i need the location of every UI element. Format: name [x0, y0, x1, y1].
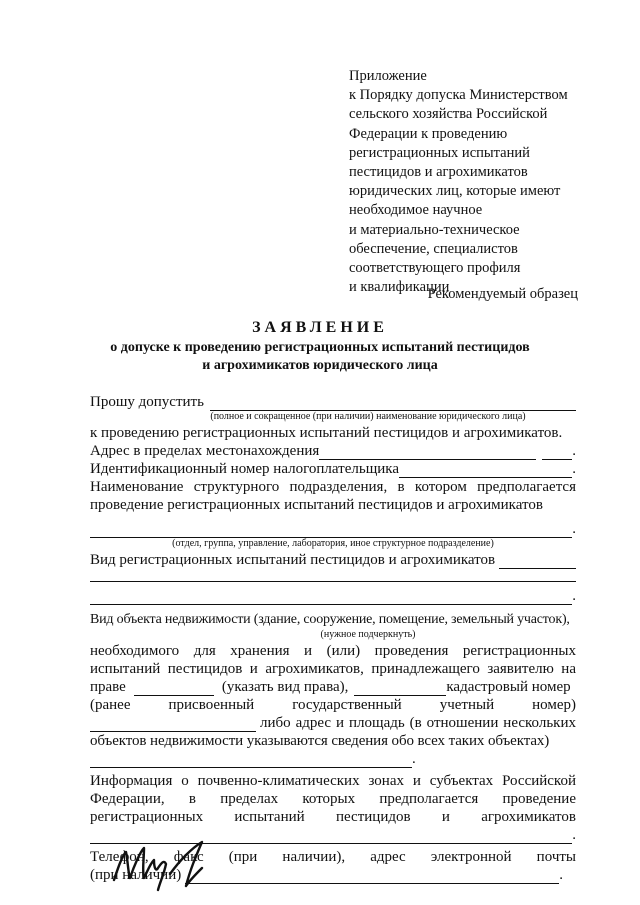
subtitle-line-2: и агрохимикатов юридического лица — [202, 358, 438, 373]
test-type-field-2-row — [90, 569, 576, 587]
inn-field[interactable] — [399, 464, 572, 478]
right-hint: (указать вид права), — [221, 679, 349, 695]
property-line-7: объектов недвижимости указываются сведения обо всех таких объектах) — [90, 733, 550, 749]
appendix-line: регистрационных испытаний — [349, 144, 530, 161]
signature-image — [110, 838, 220, 893]
period: . — [559, 867, 563, 883]
contacts-line-1: Телефон, факс (при наличии), адрес электронной почты — [90, 849, 576, 865]
purpose-text: к проведению регистрационных испытаний пестицидов и агрохимикатов. — [90, 425, 563, 441]
property-line-4 — [90, 678, 576, 696]
appendix-line: необходимое научное — [349, 202, 483, 219]
appendix-block — [349, 67, 599, 297]
document-subtitle — [60, 339, 580, 375]
property-hint: (нужное подчеркнуть) — [320, 629, 416, 640]
test-type-row — [90, 551, 576, 569]
address-field[interactable] — [319, 446, 536, 460]
contacts-label: (при наличии) — [90, 867, 182, 883]
property-details-field[interactable] — [90, 754, 412, 768]
test-type-field-2[interactable] — [90, 569, 576, 582]
application-form — [90, 393, 576, 884]
right-type-field[interactable] — [134, 682, 214, 696]
subdivision-hint: (отдел, группа, управление, лаборатория, иное структурное подразделение) — [172, 538, 494, 549]
climate-line-2: Федерации, в пределах которых предполагается проведение — [90, 791, 576, 807]
recommended-sample-label: Рекомендуемый образец — [427, 286, 578, 302]
property-line-5: (ранее присвоенный государственный учетный номер) — [90, 697, 576, 713]
test-type-field-3[interactable] — [90, 591, 572, 605]
inn-row — [90, 460, 576, 478]
request-row — [90, 393, 576, 411]
appendix-line: сельского хозяйства Российской — [349, 106, 548, 123]
climate-line-1: Информация о почвенно-климатических зонах и субъектах Российской — [90, 773, 576, 789]
subdivision-line-2: проведение регистрационных испытаний пестицидов и агрохимикатов — [90, 497, 543, 513]
subdivision-field[interactable] — [90, 524, 572, 538]
previous-number-field[interactable] — [90, 718, 256, 732]
address-row — [90, 442, 576, 460]
period: . — [412, 751, 416, 767]
subdivision-line-1: Наименование структурного подразделения, в котором предполагается — [90, 479, 576, 495]
period: . — [572, 461, 576, 477]
property-line-3: испытаний пестицидов и агрохимикатов, принадлежащего заявителю на — [90, 661, 576, 677]
cadastral-number-field[interactable] — [354, 682, 446, 696]
test-type-field[interactable] — [499, 555, 576, 569]
appendix-line: обеспечение, специалистов — [349, 240, 518, 257]
appendix-line: юридических лиц, которые имеют — [349, 183, 561, 200]
appendix-line: соответствующего профиля — [349, 260, 521, 277]
address-label: Адрес в пределах местонахождения — [90, 443, 320, 459]
property-line-6 — [90, 714, 576, 732]
property-type-line: Вид объекта недвижимости (здание, сооружение, помещение, земельный участок), — [90, 612, 570, 627]
property-field-row — [90, 750, 576, 768]
right-label: праве — [90, 679, 126, 695]
address-field-extra[interactable] — [542, 446, 572, 460]
appendix-line: и квалификации — [349, 279, 450, 296]
appendix-line: к Порядку допуска Министерством — [349, 87, 568, 104]
climate-line-3: регистрационных испытаний пестицидов и агрохимикатов — [90, 809, 576, 825]
request-hint: (полное и сокращенное (при наличии) наименование юридического лица) — [210, 411, 526, 422]
legal-entity-name-field[interactable] — [210, 397, 576, 411]
property-line-2: необходимого для хранения и (или) проведения регистрационных — [90, 643, 576, 659]
appendix-line: и материально-техническое — [349, 221, 520, 238]
inn-label: Идентификационный номер налогоплательщика — [90, 461, 400, 477]
period: . — [572, 827, 576, 843]
contacts-field[interactable] — [185, 870, 559, 884]
document-title: ЗАЯВЛЕНИЕ — [252, 319, 388, 336]
request-label: Прошу допустить — [90, 394, 204, 410]
appendix-line: Федерации к проведению — [349, 125, 508, 142]
appendix-line: Приложение — [349, 68, 427, 84]
test-type-label: Вид регистрационных испытаний пестицидов и агрохимикатов — [90, 552, 496, 568]
cadastral-label: кадастровый номер — [446, 679, 571, 695]
subdivision-field-row — [90, 520, 576, 538]
subtitle-line-1: о допуске к проведению регистрационных испытаний пестицидов — [110, 340, 530, 355]
period: . — [572, 443, 576, 459]
period: . — [572, 588, 576, 604]
appendix-line: пестицидов и агрохимикатов — [349, 164, 528, 181]
address-area-text: либо адрес и площадь (в отношении нескольких — [260, 715, 576, 731]
period: . — [572, 521, 576, 537]
test-type-field-3-row — [90, 587, 576, 605]
